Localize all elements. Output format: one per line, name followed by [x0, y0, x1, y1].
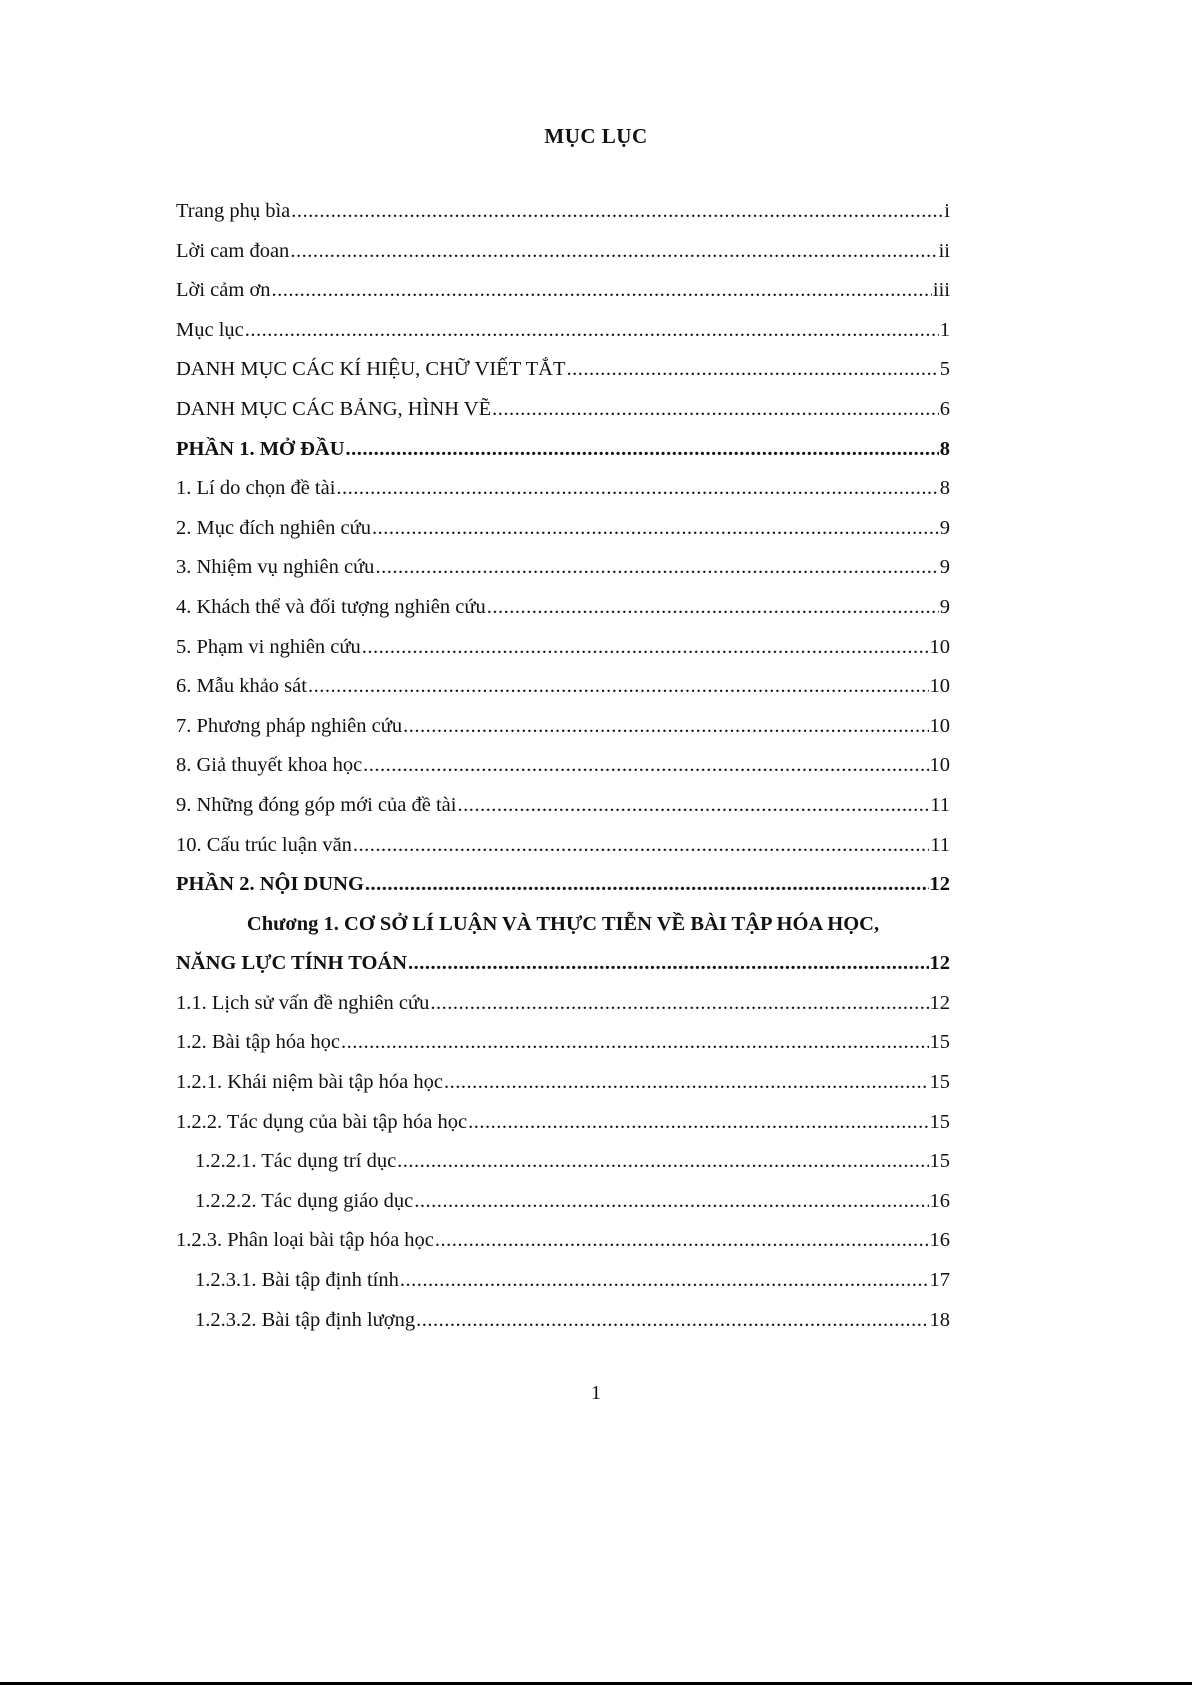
- leader-dots: [375, 552, 938, 582]
- toc-entry-page: 15: [929, 1110, 950, 1133]
- toc-entry[interactable]: [176, 1265, 950, 1305]
- toc-entry-title: 1.2.2.2. Tác dụng giáo dục: [195, 1189, 414, 1212]
- toc-entry[interactable]: [176, 1146, 950, 1186]
- toc-entry[interactable]: [176, 1305, 950, 1345]
- toc-entry-page: i: [944, 200, 950, 222]
- toc-entry-title: 4. Khách thể và đối tượng nghiên cứu: [176, 595, 486, 618]
- toc-entry-page: 15: [929, 1071, 950, 1094]
- toc-entry-title: PHẦN 2. NỘI DUNG: [176, 873, 364, 896]
- leader-dots: [430, 988, 928, 1018]
- toc-entry[interactable]: [176, 750, 950, 790]
- leader-dots: [468, 1107, 928, 1137]
- toc-entry-page: 11: [930, 833, 950, 856]
- leader-dots: [400, 1265, 929, 1295]
- toc-entry-title: Trang phụ bìa: [176, 200, 291, 222]
- toc-entry-page: 8: [939, 477, 950, 500]
- toc-entry-page: 9: [939, 516, 950, 539]
- toc-entry-title: PHẦN 1. MỞ ĐẦU: [176, 437, 345, 460]
- toc-entry[interactable]: [176, 1027, 950, 1067]
- toc-entry[interactable]: [176, 434, 950, 474]
- leader-dots: [444, 1067, 928, 1097]
- leader-dots: [403, 711, 928, 741]
- toc-entry-title: Lời cam đoan: [176, 239, 290, 262]
- toc-entry-title: 1. Lí do chọn đề tài: [176, 477, 336, 500]
- leader-dots: [408, 948, 928, 978]
- toc-entry-page: 10: [929, 635, 950, 658]
- toc-chapter-heading-cont[interactable]: [176, 948, 950, 988]
- leader-dots: [336, 473, 938, 503]
- toc-entry[interactable]: [176, 1225, 950, 1265]
- toc-entry-title: 1.1. Lịch sử vấn đề nghiên cứu: [176, 991, 430, 1014]
- toc-entry-title: Mục lục: [176, 318, 244, 341]
- toc-entry-title: 3. Nhiệm vụ nghiên cứu: [176, 556, 375, 579]
- table-of-contents: [176, 196, 950, 1344]
- toc-entry-title: 1.2.3.1. Bài tập định tính: [195, 1269, 399, 1292]
- toc-entry[interactable]: [176, 275, 950, 315]
- leader-dots: [414, 1186, 928, 1216]
- toc-entry[interactable]: [176, 473, 950, 513]
- toc-entry-page: 10: [929, 714, 950, 737]
- toc-entry-page: 11: [930, 793, 950, 816]
- toc-entry-title: 7. Phương pháp nghiên cứu: [176, 714, 403, 737]
- toc-entry-page: ii: [938, 239, 950, 262]
- toc-entry[interactable]: [176, 1067, 950, 1107]
- toc-entry-page: 9: [939, 556, 950, 579]
- chapter-title-line-1: Chương 1. CƠ SỞ LÍ LUẬN VÀ THỰC TIỄN VỀ BÀI TẬP HÓA HỌC,: [246, 912, 880, 935]
- leader-dots: [245, 315, 939, 345]
- toc-entry-title: 1.2. Bài tập hóa học: [176, 1031, 340, 1054]
- toc-entry[interactable]: [176, 671, 950, 711]
- leader-dots: [353, 830, 929, 860]
- leader-dots: [435, 1225, 929, 1255]
- toc-entry-title: 1.2.2. Tác dụng của bài tập hóa học: [176, 1110, 468, 1133]
- leader-dots: [346, 434, 939, 464]
- leader-dots: [365, 869, 929, 899]
- toc-entry-title: DANH MỤC CÁC KÍ HIỆU, CHỮ VIẾT TẮT: [176, 358, 566, 381]
- toc-entry-page: 16: [929, 1229, 950, 1252]
- toc-entry-title: 2. Mục đích nghiên cứu: [176, 516, 372, 539]
- toc-entry[interactable]: [176, 513, 950, 553]
- leader-dots: [272, 275, 932, 305]
- leader-dots: [291, 196, 943, 226]
- leader-dots: [341, 1027, 929, 1057]
- leader-dots: [308, 671, 929, 701]
- toc-entry-page: 5: [939, 358, 950, 381]
- toc-entry[interactable]: [176, 592, 950, 632]
- toc-entry[interactable]: [176, 236, 950, 276]
- toc-entries-front: [176, 196, 950, 909]
- leader-dots: [416, 1305, 928, 1335]
- toc-entry-page: 6: [939, 397, 950, 420]
- toc-entry[interactable]: [176, 1186, 950, 1226]
- toc-entry[interactable]: [176, 394, 950, 434]
- chapter-page-number: 12: [929, 952, 950, 975]
- toc-entry-page: 1: [939, 318, 950, 341]
- toc-entry-page: 18: [929, 1308, 950, 1331]
- toc-entry-title: 9. Những đóng góp mới của đề tài: [176, 793, 457, 816]
- toc-entry[interactable]: [176, 552, 950, 592]
- toc-entry[interactable]: [176, 988, 950, 1028]
- chapter-title-line-2: NĂNG LỰC TÍNH TOÁN: [176, 952, 408, 975]
- toc-entry[interactable]: [176, 1107, 950, 1147]
- toc-entry-title: 10. Cấu trúc luận văn: [176, 833, 352, 856]
- leader-dots: [362, 632, 929, 662]
- leader-dots: [566, 354, 938, 384]
- toc-entry-title: Lời cảm ơn: [176, 279, 271, 302]
- toc-chapter-heading[interactable]: [176, 909, 950, 949]
- toc-entry-page: 16: [929, 1189, 950, 1212]
- toc-entries-chapter-1: [176, 988, 950, 1344]
- toc-entry-title: 8. Giả thuyết khoa học: [176, 754, 363, 777]
- toc-entry[interactable]: [176, 711, 950, 751]
- leader-dots: [290, 236, 937, 266]
- toc-entry-page: 9: [939, 595, 950, 618]
- leader-dots: [363, 750, 928, 780]
- leader-dots: [372, 513, 939, 543]
- page-title: MỤC LỤC: [544, 124, 648, 148]
- toc-entry-title: DANH MỤC CÁC BẢNG, HÌNH VẼ: [176, 397, 492, 420]
- toc-entry-title: 6. Mẫu khảo sát: [176, 675, 307, 698]
- toc-entry-page: 15: [929, 1031, 950, 1054]
- toc-entry[interactable]: [176, 869, 950, 909]
- toc-entry-title: 1.2.3.2. Bài tập định lượng: [195, 1308, 416, 1331]
- toc-entry-page: 8: [939, 437, 950, 460]
- toc-entry-page: 15: [929, 1150, 950, 1173]
- page-number: 1: [591, 1382, 601, 1404]
- toc-entry[interactable]: [176, 196, 950, 236]
- toc-entry-page: 10: [929, 754, 950, 777]
- toc-entry-page: 10: [929, 675, 950, 698]
- toc-entry[interactable]: [176, 790, 950, 830]
- toc-entry-page: 12: [929, 873, 950, 896]
- toc-entry-page: iii: [932, 279, 950, 302]
- toc-entry-title: 5. Phạm vi nghiên cứu: [176, 635, 361, 658]
- toc-entry[interactable]: [176, 315, 950, 355]
- leader-dots: [457, 790, 929, 820]
- toc-entry-page: 12: [929, 991, 950, 1014]
- leader-dots: [397, 1146, 928, 1176]
- toc-entry[interactable]: [176, 830, 950, 870]
- toc-entry[interactable]: [176, 632, 950, 672]
- toc-entry-title: 1.2.1. Khái niệm bài tập hóa học: [176, 1071, 444, 1094]
- leader-dots: [487, 592, 939, 622]
- toc-entry[interactable]: [176, 354, 950, 394]
- leader-dots: [492, 394, 939, 424]
- toc-entry-title: 1.2.2.1. Tác dụng trí dục: [195, 1150, 397, 1173]
- toc-entry-page: 17: [929, 1269, 950, 1292]
- toc-entry-title: 1.2.3. Phân loại bài tập hóa học: [176, 1229, 434, 1252]
